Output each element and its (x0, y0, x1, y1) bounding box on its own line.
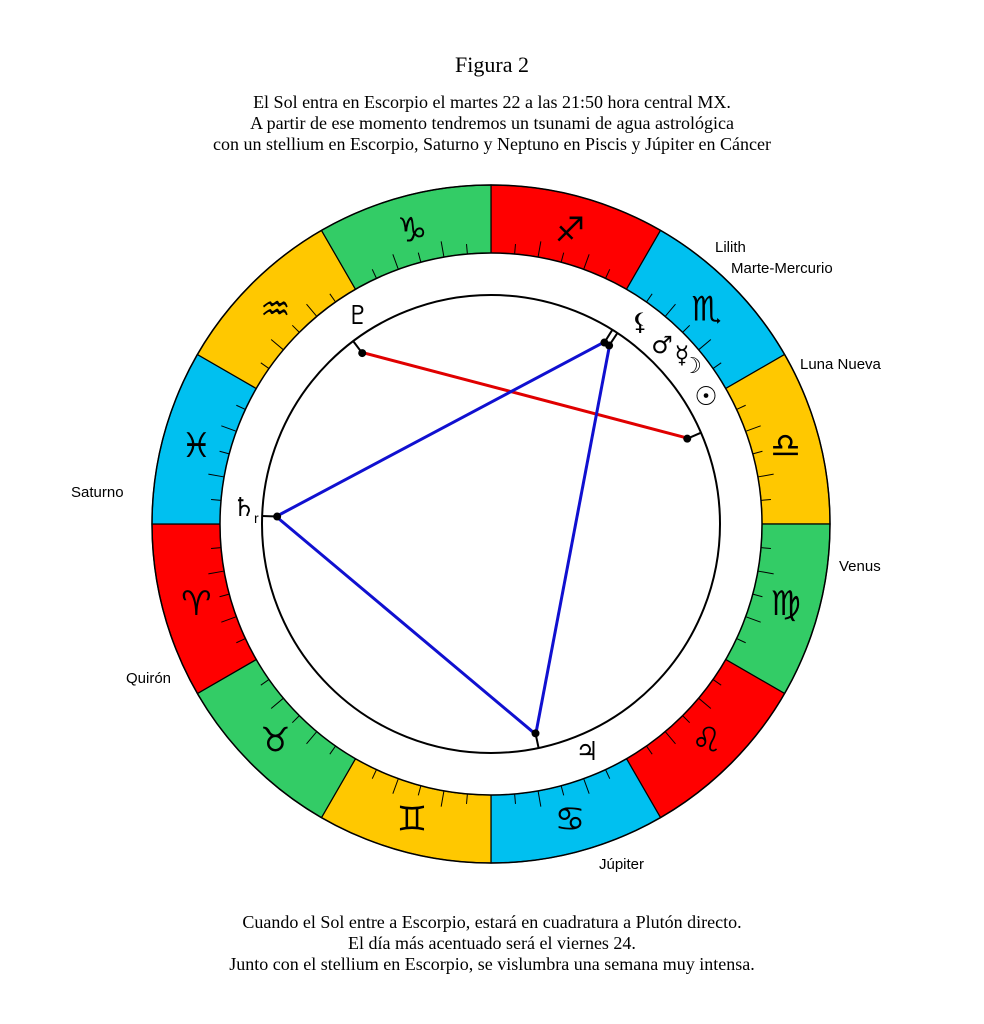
label-lilith: Lilith (715, 239, 746, 256)
sun-icon: ☉ (694, 382, 718, 412)
leo-icon: ♌ (691, 720, 722, 761)
inner-circle (262, 295, 720, 753)
label-luna-nueva: Luna Nueva (800, 356, 881, 373)
scorpio-icon: ♏ (691, 289, 722, 330)
label-marte-mercurio: Marte-Mercurio (731, 260, 833, 277)
label-quiron: Quirón (126, 670, 172, 687)
planet-dot-sun (683, 435, 691, 443)
subtitle-line: El Sol entra en Escorpio el martes 22 a las 21:50 hora central MX. (253, 92, 731, 112)
lilith-icon: ⚸ (631, 308, 649, 336)
gemini-icon: ♊ (396, 799, 428, 840)
aries-icon: ♈ (181, 583, 212, 624)
footer-line: Cuando el Sol entre a Escorpio, estará en cuadratura a Plutón directo. (242, 912, 742, 932)
virgo-icon: ♍ (770, 583, 801, 624)
sagittarius-icon: ♐ (554, 210, 586, 251)
capricorn-icon: ♑ (396, 210, 428, 251)
planet-dot-pluto (358, 349, 366, 357)
figure-title: Figura 2 (455, 52, 529, 77)
subtitle-line: con un stellium en Escorpio, Saturno y Neptuno en Piscis y Júpiter en Cáncer (213, 134, 771, 154)
mars-icon: ♂ (651, 331, 673, 359)
footer-line: Junto con el stellium en Escorpio, se vislumbra una semana muy intensa. (229, 954, 755, 974)
label-saturno: Saturno (71, 484, 124, 501)
saturn-retrograde-marker: r (254, 510, 259, 526)
label-jupiter: Júpiter (599, 856, 645, 873)
jupiter-icon: ♃ (575, 737, 599, 767)
footer (0, 912, 984, 975)
pisces-icon: ♓ (181, 426, 212, 467)
pluto-icon: ♇ (346, 301, 370, 331)
moon-icon: ☽ (682, 354, 702, 379)
mercury-icon: ☿ (674, 341, 690, 369)
taurus-icon: ♉ (260, 720, 291, 761)
libra-icon: ♎ (770, 426, 801, 467)
planet-dot-jupiter (531, 729, 539, 737)
footer-line: El día más acentuado será el viernes 24. (348, 933, 636, 953)
planet-dot-mars (605, 342, 613, 350)
aquarius-icon: ♒ (260, 289, 291, 330)
planet-dot-saturn (273, 513, 281, 521)
saturn-icon: ♄ (232, 493, 256, 523)
cancer-icon: ♋ (554, 799, 586, 840)
label-venus: Venus (839, 558, 881, 575)
subtitle-line: A partir de ese momento tendremos un tsunami de agua astrológica (250, 113, 734, 133)
